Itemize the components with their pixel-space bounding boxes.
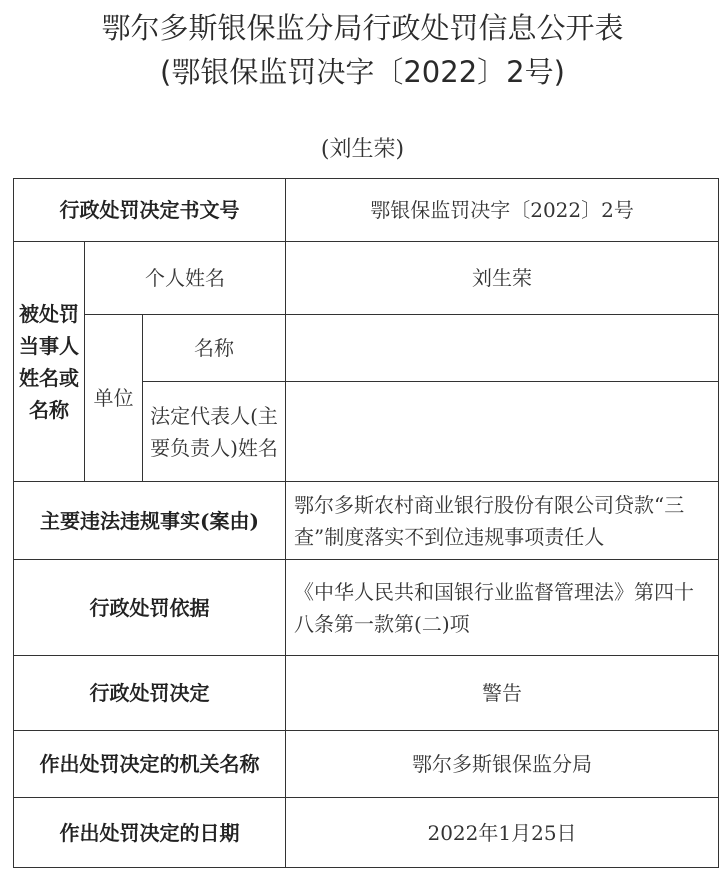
date-value: 2022年1月25日: [286, 798, 719, 868]
table-row: [14, 560, 719, 656]
legal-rep-label: 法定代表人(主要负责人)姓名: [143, 382, 286, 482]
date-label: 作出处罚决定的日期: [14, 798, 286, 868]
table-row: [14, 315, 719, 382]
table-row: [14, 482, 719, 560]
violation-label: 主要违法违规事实(案由): [14, 482, 286, 560]
individual-name-label: 个人姓名: [85, 242, 286, 315]
table-row: [14, 656, 719, 731]
individual-name-value: 刘生荣: [286, 242, 719, 315]
page-title-line2: (鄂银保监罚决字〔2022〕2号): [160, 55, 565, 89]
authority-value: 鄂尔多斯银保监分局: [286, 731, 719, 798]
legal-rep-value: [286, 382, 719, 482]
decision-no-label: 行政处罚决定书文号: [14, 179, 286, 242]
page-title-line1: 鄂尔多斯银保监分局行政处罚信息公开表: [101, 11, 624, 45]
decision-value: 警告: [286, 656, 719, 731]
decision-label: 行政处罚决定: [14, 656, 286, 731]
unit-name-value: [286, 315, 719, 382]
basis-label: 行政处罚依据: [14, 560, 286, 656]
basis-value: 《中华人民共和国银行业监督管理法》第四十八条第一款第(二)项: [286, 560, 719, 656]
penalty-info-table: [13, 178, 719, 868]
table-row: [14, 798, 719, 868]
unit-name-label: 名称: [143, 315, 286, 382]
unit-label: 单位: [85, 315, 143, 482]
table-row: [14, 242, 719, 315]
subtitle-party-name: (刘生荣): [320, 137, 405, 162]
table-row: [14, 179, 719, 242]
party-label: 被处罚当事人姓名或名称: [14, 242, 85, 482]
decision-no-value: 鄂银保监罚决字〔2022〕2号: [286, 179, 719, 242]
authority-label: 作出处罚决定的机关名称: [14, 731, 286, 798]
table-row: [14, 731, 719, 798]
violation-value: 鄂尔多斯农村商业银行股份有限公司贷款“三查”制度落实不到位违规事项责任人: [286, 482, 719, 560]
